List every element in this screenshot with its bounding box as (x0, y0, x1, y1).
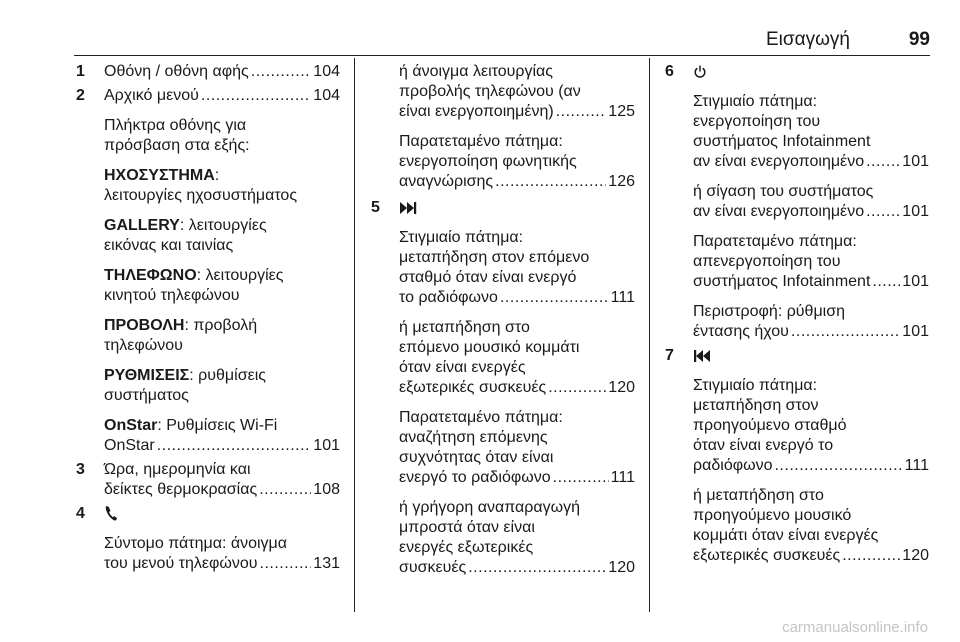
paragraph (693, 232, 929, 292)
leader-dots (548, 378, 606, 398)
entry-number: 5 (371, 199, 380, 216)
paragraph (693, 486, 929, 566)
page-ref-link[interactable]: 125 (608, 103, 635, 120)
text-line: πρόσβαση στα εξής: (104, 137, 250, 154)
paragraph (693, 302, 929, 342)
entry-4 (76, 504, 340, 574)
entry-2 (76, 86, 340, 456)
text-line: σταθμό όταν είναι ενεργό (399, 269, 577, 286)
entry-1 (76, 62, 340, 82)
toc-line (693, 272, 929, 292)
paragraph (693, 376, 929, 476)
paragraph (693, 92, 929, 172)
text-line: όταν είναι ενεργό το (693, 437, 834, 454)
text-line: λειτουργίες ηχοσυστήματος (104, 187, 298, 204)
entry-text: ενεργό το ραδιόφωνο (399, 469, 551, 486)
paragraph (399, 498, 635, 578)
page-ref-link[interactable]: 111 (904, 457, 929, 474)
screen-key-audio (104, 166, 340, 206)
text-line: ή γρήγορη αναπαραγωγή (399, 499, 580, 516)
key-desc: : (214, 167, 220, 184)
text-line: μεταπήδηση στον επόμενο (399, 249, 590, 266)
entry-number: 6 (665, 63, 674, 80)
text-line: Παρατεταμένο πάτημα: (693, 233, 857, 250)
toc-line (104, 86, 340, 106)
next-track-icon (399, 198, 635, 218)
text-line: ή άνοιγμα λειτουργίας (399, 63, 554, 80)
leader-dots (866, 202, 900, 222)
page-ref-link[interactable]: 101 (902, 203, 929, 220)
page-number: 99 (908, 29, 930, 50)
entry-text: το ραδιόφωνο (399, 289, 498, 306)
previous-track-icon (693, 346, 929, 366)
power-icon (693, 62, 929, 82)
toc-line (399, 468, 635, 488)
entry-number: 2 (76, 87, 85, 104)
toc-line (399, 288, 635, 308)
entry-6 (665, 62, 929, 342)
page-ref-link[interactable]: 108 (313, 481, 340, 498)
page-ref-link[interactable]: 104 (313, 87, 340, 104)
toc-line (693, 152, 929, 172)
page-ref-link[interactable]: 131 (313, 555, 340, 572)
paragraph (399, 228, 635, 308)
toc-line (104, 480, 340, 500)
toc-line (693, 322, 929, 342)
page-ref-link[interactable]: 120 (608, 379, 635, 396)
page-ref-link[interactable]: 101 (902, 273, 929, 290)
text-line: προηγούμενο μουσικό (693, 507, 852, 524)
page-section-title: Εισαγωγή (765, 29, 850, 50)
toc-line (399, 172, 635, 192)
toc-line (104, 62, 340, 82)
key-label: ΡΥΘΜΙΣΕΙΣ (104, 367, 190, 384)
entry-text: δείκτες θερμοκρασίας (104, 481, 258, 498)
text-line: κομμάτι όταν είναι ενεργές (693, 527, 879, 544)
text-line: Παρατεταμένο πάτημα: (399, 133, 563, 150)
screen-key-phone (104, 266, 340, 306)
text-line: Περιστροφή: ρύθμιση (693, 303, 845, 320)
text-line: μεταπήδηση στον (693, 397, 819, 414)
page-ref-link[interactable]: 120 (902, 547, 929, 564)
leader-dots (842, 546, 900, 566)
key-desc: : Ρυθμίσεις Wi-Fi (157, 417, 278, 434)
screen-key-settings (104, 366, 340, 406)
text-line (104, 416, 340, 436)
key-label: OnStar (104, 417, 158, 434)
text-line: όταν είναι ενεργές (399, 359, 526, 376)
toc-line (399, 378, 635, 398)
leader-dots (791, 322, 900, 342)
text-line (104, 366, 340, 386)
text-line (104, 216, 340, 236)
leader-dots (468, 558, 606, 578)
entry-text: Οθόνη / οθόνη αφής (104, 63, 249, 80)
key-label: ΗΧΟΣΥΣΤΗΜΑ (104, 167, 215, 184)
paragraph (399, 318, 635, 398)
paragraph (399, 62, 635, 122)
text-line: εικόνας και ταινίας (104, 237, 234, 254)
text-line: αναζήτηση επόμενης (399, 429, 548, 446)
text-line: συστήματος (104, 387, 189, 404)
key-desc: : ρυθμίσεις (189, 367, 266, 384)
text-line: Στιγμιαίο πάτημα: (399, 229, 524, 246)
paragraph (104, 534, 340, 574)
entry-text: αν είναι ενεργοποιημένο (693, 153, 865, 170)
entry-number: 7 (665, 347, 674, 364)
column-3 (665, 62, 929, 576)
leader-dots (500, 288, 609, 308)
text-line: ενεργές εξωτερικές (399, 539, 534, 556)
text-line: κινητού τηλεφώνου (104, 287, 240, 304)
page-ref-link[interactable]: 101 (313, 437, 340, 454)
toc-line (399, 102, 635, 122)
paragraph (693, 182, 929, 222)
key-label: ΠΡΟΒΟΛΗ (104, 317, 185, 334)
entry-text: του μενού τηλεφώνου (104, 555, 258, 572)
screen-key-gallery (104, 216, 340, 256)
entry-text: εξωτερικές συσκευές (399, 379, 547, 396)
key-desc: : λειτουργίες (179, 217, 267, 234)
entry-text: έντασης ήχου (693, 323, 789, 340)
paragraph (399, 408, 635, 488)
watermark: carmanualsonline.info (782, 619, 928, 636)
text-line: προβολής τηλεφώνου (αν (399, 83, 581, 100)
leader-dots (866, 152, 900, 172)
leader-dots (251, 62, 312, 82)
leader-dots (260, 554, 312, 574)
key-desc: : λειτουργίες (196, 267, 284, 284)
text-line: ενεργοποίηση του (693, 113, 821, 130)
column-2 (371, 62, 635, 588)
entry-text: OnStar (104, 437, 155, 454)
intro-paragraph (104, 116, 340, 156)
screen-key-onstar (104, 416, 340, 456)
header-rule (74, 55, 930, 56)
paragraph (399, 132, 635, 192)
entry-text: αν είναι ενεργοποιημένο (693, 203, 865, 220)
text-line: συστήματος Infotainment (693, 133, 871, 150)
entry-text: εξωτερικές συσκευές (693, 547, 841, 564)
page-ref-link[interactable]: 101 (902, 323, 929, 340)
leader-dots (774, 456, 902, 476)
text-line (104, 266, 340, 286)
text-line: ή μεταπήδηση στο (693, 487, 824, 504)
text-line: Σύντομο πάτημα: άνοιγμα (104, 535, 288, 552)
toc-line (693, 202, 929, 222)
text-line: συχνότητας όταν είναι (399, 449, 554, 466)
entry-number: 3 (76, 461, 85, 478)
column-1 (76, 62, 340, 584)
key-label: ΤΗΛΕΦΩΝΟ (104, 267, 197, 284)
page-ref-link[interactable]: 101 (902, 153, 929, 170)
phone-icon (104, 504, 340, 524)
key-label: GALLERY (104, 217, 180, 234)
text-line: Στιγμιαίο πάτημα: (693, 377, 818, 394)
toc-line (104, 554, 340, 574)
text-line (104, 166, 340, 186)
leader-dots (157, 436, 312, 456)
leader-dots (201, 86, 311, 106)
entry-text: αναγνώρισης (399, 173, 494, 190)
entry-text: συστήματος Infotainment (693, 273, 871, 290)
text-line: Παρατεταμένο πάτημα: (399, 409, 563, 426)
entry-text: ραδιόφωνο (693, 457, 773, 474)
entry-5 (371, 198, 635, 578)
entry-3 (76, 460, 340, 500)
text-line (104, 316, 340, 336)
leader-dots (872, 272, 900, 292)
text-line: ενεργοποίηση φωνητικής (399, 153, 577, 170)
leader-dots (556, 102, 607, 122)
page-ref-link[interactable]: 126 (608, 173, 635, 190)
column-divider-2 (649, 58, 650, 612)
entry-text: είναι ενεργοποιημένη) (399, 103, 554, 120)
text-line: Πλήκτρα οθόνης για (104, 117, 247, 134)
text-line: τηλεφώνου (104, 337, 183, 354)
page-ref-link[interactable]: 120 (608, 559, 635, 576)
key-desc: : προβολή (184, 317, 258, 334)
paragraph (104, 460, 340, 500)
page-ref-link[interactable]: 104 (313, 63, 340, 80)
entry-number: 1 (76, 63, 85, 80)
toc-line (104, 436, 340, 456)
text-line: ή σίγαση του συστήματος (693, 183, 874, 200)
entry-7 (665, 346, 929, 566)
text-line: προηγούμενο σταθμό (693, 417, 847, 434)
toc-line (693, 456, 929, 476)
text-line: επόμενο μουσικό κομμάτι (399, 339, 580, 356)
screen-key-projection (104, 316, 340, 356)
text-line: μπροστά όταν είναι (399, 519, 535, 536)
page-ref-link[interactable]: 111 (610, 469, 635, 486)
text-line: ή μεταπήδηση στο (399, 319, 530, 336)
toc-line (693, 546, 929, 566)
text-line: Ώρα, ημερομηνία και (104, 461, 251, 478)
entry-number: 4 (76, 505, 85, 522)
text-line: απενεργοποίηση του (693, 253, 841, 270)
page-ref-link[interactable]: 111 (610, 289, 635, 306)
toc-line (399, 558, 635, 578)
leader-dots (553, 468, 609, 488)
entry-text: συσκευές (399, 559, 467, 576)
text-line: Στιγμιαίο πάτημα: (693, 93, 818, 110)
leader-dots (495, 172, 606, 192)
entry-text: Αρχικό μενού (104, 87, 199, 104)
column-divider-1 (354, 58, 355, 612)
leader-dots (259, 480, 311, 500)
